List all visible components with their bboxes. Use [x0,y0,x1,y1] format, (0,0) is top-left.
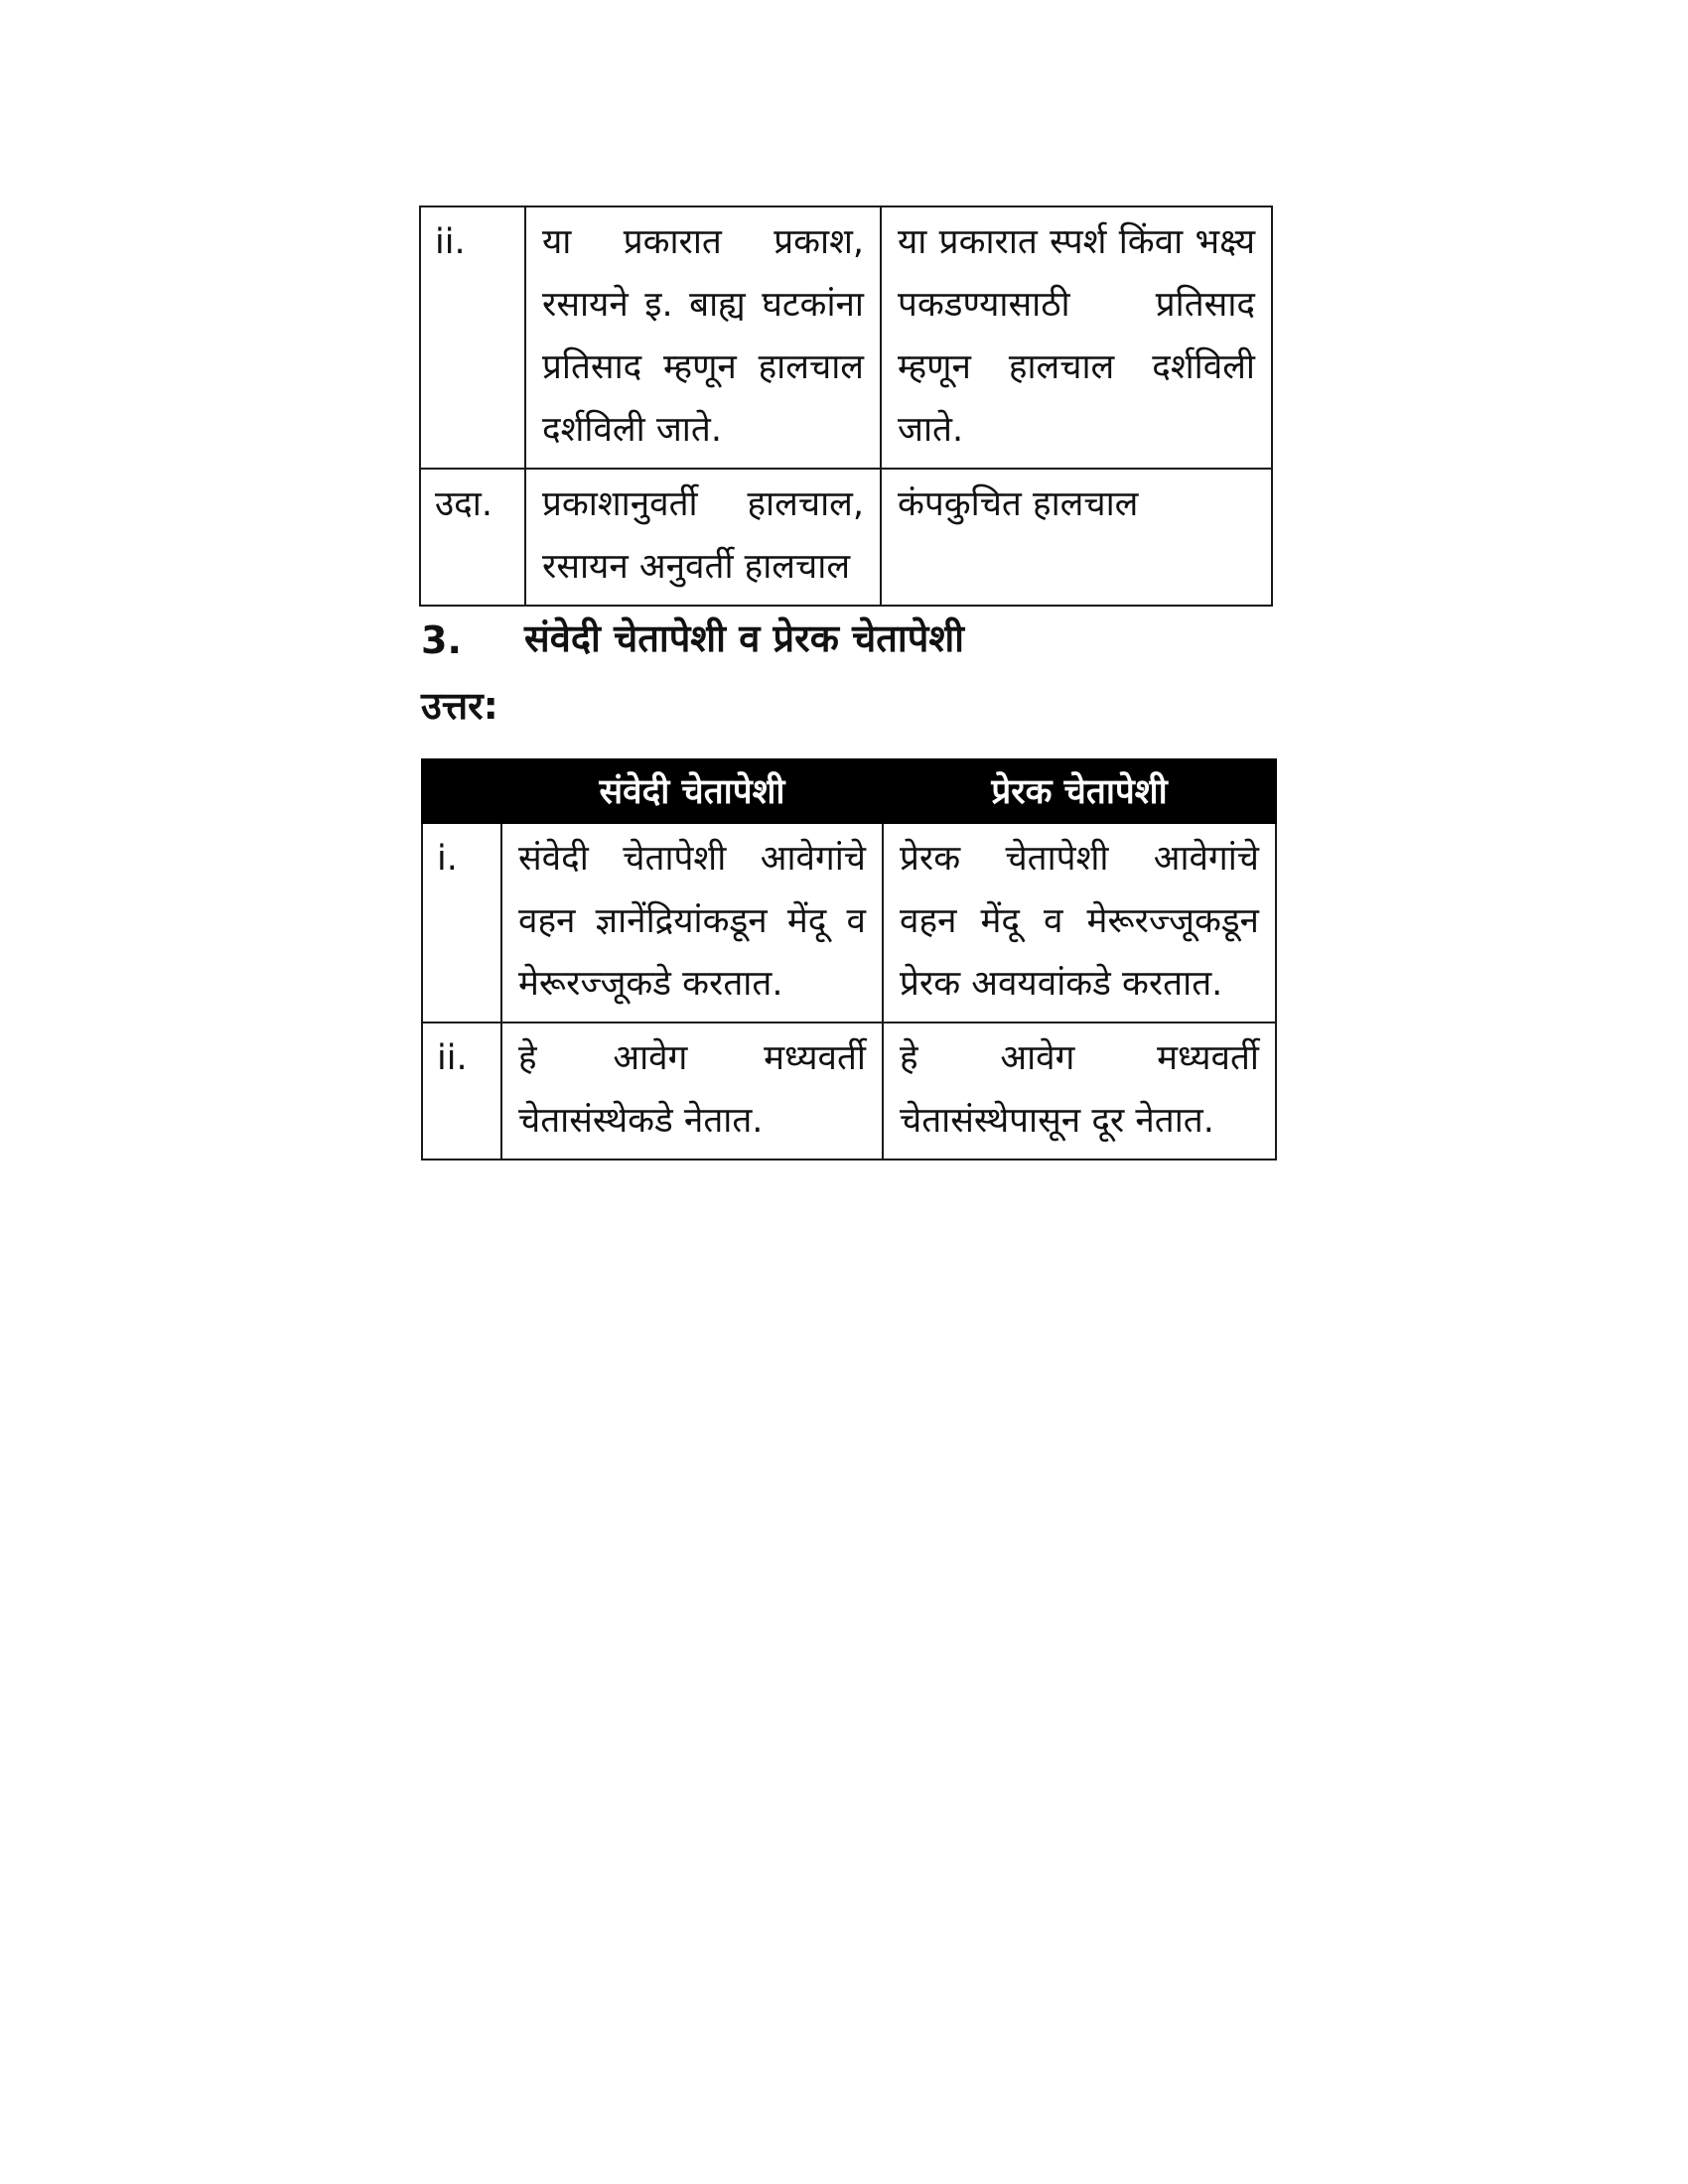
table-cell: हे आवेग मध्यवर्ती चेतासंस्थेकडे नेतात. [501,1023,883,1160]
table-cell: प्रकाशानुवर्ती हालचाल, रसायन अनुवर्ती हालचाल [525,469,881,606]
table-cell: हे आवेग मध्यवर्ती चेतासंस्थेपासून दूर नेतात. [883,1023,1276,1160]
table-row [422,823,1276,1023]
table-header-row [422,759,1276,823]
header-cell-sensory: संवेदी चेतापेशी [501,759,883,823]
table-cell: या प्रकारात प्रकाश, रसायने इ. बाह्य घटकांना प्रतिसाद म्हणून हालचाल दर्शविली जाते. [525,206,881,469]
row-label: उदा. [420,469,525,606]
header-cell-blank [422,759,501,823]
table-row [420,206,1272,469]
neuron-comparison-table [421,758,1277,1160]
table-row [420,469,1272,606]
row-label: i. [422,823,501,1023]
comparison-table-continued [419,205,1273,607]
table-cell: कंपकुचित हालचाल [881,469,1272,606]
table-cell: प्रेरक चेतापेशी आवेगांचे वहन मेंदू व मेरूरज्जूकडून प्रेरक अवयवांकडे करतात. [883,823,1276,1023]
table-row [422,1023,1276,1160]
header-cell-motor: प्रेरक चेतापेशी [883,759,1276,823]
question-number: 3. [421,618,462,662]
table-cell: या प्रकारात स्पर्श किंवा भक्ष्य पकडण्यासाठी प्रतिसाद म्हणून हालचाल दर्शविली जाते. [881,206,1272,469]
row-label: ii. [422,1023,501,1160]
table-cell: संवेदी चेतापेशी आवेगांचे वहन ज्ञानेंद्रियांकडून मेंदू व मेरूरज्जूकडे करतात. [501,823,883,1023]
row-label: ii. [420,206,525,469]
question-title: संवेदी चेतापेशी व प्रेरक चेतापेशी [524,616,965,660]
answer-label: उत्तर: [421,684,498,728]
